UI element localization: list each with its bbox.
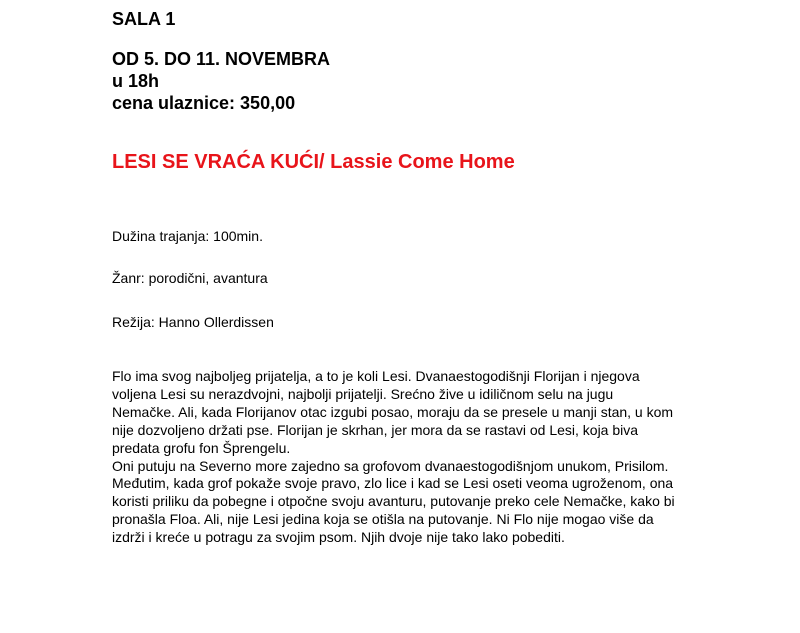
synopsis-paragraph: Oni putuju na Severno more zajedno sa grofovom dvanaestogodišnjom unukom, Prisilom. Međutim, kada grof pokaže svoje pravo, zlo lice i kad se Lesi oseti veoma ugroženom, ona koristi priliku da pobegne i otpočne svoju avanturu, putovanje preko cele Nemačke, kako bi pronašla Floa. Ali, nije Lesi jedina koja se otišla na putovanje. Ni Flo nije mogao više da izdrži i kreće u potragu za svojim psom. Njih dvoje nije tako lako pobediti. — [112, 457, 675, 546]
screening-dates: OD 5. DO 11. NOVEMBRA — [112, 49, 331, 69]
screening-time: u 18h — [112, 71, 160, 91]
ticket-price: cena ulaznice: 350,00 — [112, 93, 296, 113]
screening-schedule — [112, 48, 330, 114]
film-genre: Žanr: porodični, avantura — [112, 270, 268, 286]
film-duration: Dužina trajanja: 100min. — [112, 228, 263, 244]
film-director: Režija: Hanno Ollerdissen — [112, 314, 274, 330]
film-synopsis — [112, 368, 677, 547]
hall-heading: SALA 1 — [112, 9, 176, 29]
film-title: LESI SE VRAĆA KUĆI/ Lassie Come Home — [112, 151, 515, 173]
synopsis-paragraph: Flo ima svog najboljeg prijatelja, a to je koli Lesi. Dvanaestogodišnji Florijan i njegova voljena Lesi su nerazdvojni, najbolji prijatelji. Srećno žive u idiličnom selu na jugu Nemačke. Ali, kada Florijanov otac izgubi posao, moraju da se presele u manji stan, u kom nije dozvoljeno držati pse. Florijan je skrhan, jer mora da se rastavi od Lesi, koja biva predata grofu fon Šprengelu. — [112, 368, 674, 456]
